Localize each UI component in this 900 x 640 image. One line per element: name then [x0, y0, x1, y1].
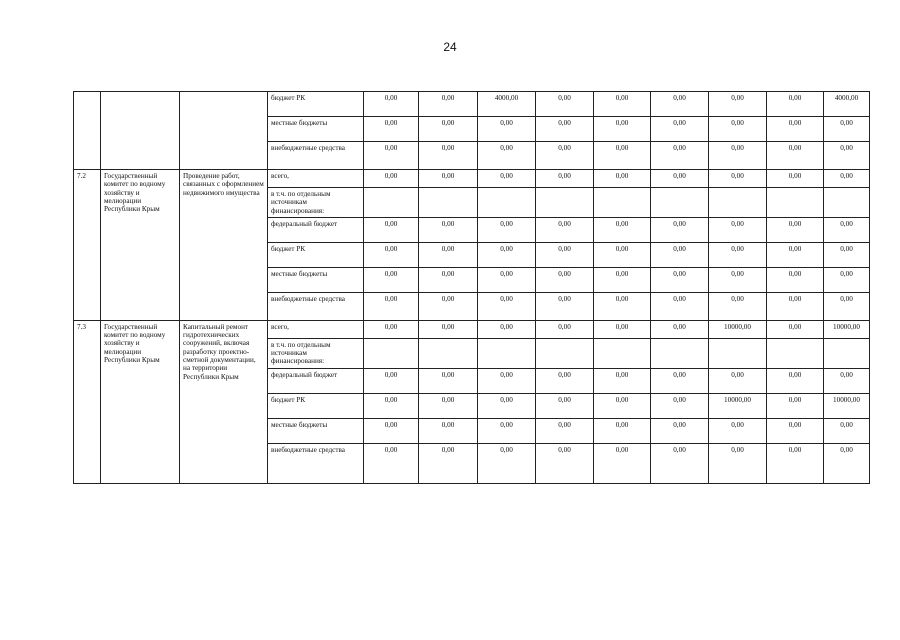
cell-value: 0,00: [594, 242, 651, 267]
cell-value: 0,00: [478, 393, 536, 418]
cell-value: 0,00: [478, 217, 536, 242]
cell-value: 0,00: [478, 170, 536, 188]
cell-value: 0,00: [364, 242, 419, 267]
cell-source: бюджет РК: [268, 92, 364, 117]
cell-value: 0,00: [767, 142, 824, 170]
cell-value: 0,00: [478, 267, 536, 292]
cell-value: 0,00: [824, 368, 870, 393]
cell-value: 0,00: [651, 117, 709, 142]
cell-empty: [478, 188, 536, 218]
cell-source: внебюджетные средства: [268, 142, 364, 170]
cell-empty: [536, 338, 594, 368]
cell-value: 0,00: [824, 117, 870, 142]
cell-value: 0,00: [594, 267, 651, 292]
cell-value: 0,00: [824, 142, 870, 170]
page-number: 24: [443, 40, 457, 54]
cell-source: бюджет РК: [268, 242, 364, 267]
cell-value: 0,00: [419, 170, 478, 188]
cell-value: 0,00: [594, 170, 651, 188]
cell-value: 0,00: [478, 142, 536, 170]
cell-value: 0,00: [709, 170, 767, 188]
cell-empty: [824, 188, 870, 218]
cell-value: 0,00: [594, 320, 651, 338]
cell-value: 0,00: [594, 217, 651, 242]
cell-value: 0,00: [364, 393, 419, 418]
cell-value: 0,00: [767, 267, 824, 292]
cell-value: 0,00: [594, 292, 651, 320]
cell-value: 0,00: [536, 117, 594, 142]
cell-value: 0,00: [419, 92, 478, 117]
cell-value: 0,00: [594, 117, 651, 142]
cell-value: 0,00: [419, 292, 478, 320]
cell-value: 0,00: [536, 92, 594, 117]
cell-value: 0,00: [364, 92, 419, 117]
cell-value: 0,00: [364, 292, 419, 320]
cell-source: в т.ч. по отдельным источникам финансирования:: [268, 338, 364, 368]
cell-event-empty: [180, 92, 268, 170]
cell-value: 0,00: [536, 320, 594, 338]
cell-value: 0,00: [709, 117, 767, 142]
cell-value: 0,00: [594, 393, 651, 418]
cell-value: 0,00: [824, 267, 870, 292]
cell-value: 0,00: [651, 368, 709, 393]
cell-value: 0,00: [824, 217, 870, 242]
cell-value: 0,00: [478, 443, 536, 483]
cell-value: 0,00: [364, 320, 419, 338]
cell-value: 0,00: [478, 368, 536, 393]
cell-source: местные бюджеты: [268, 267, 364, 292]
cell-value: 0,00: [651, 418, 709, 443]
cell-empty: [767, 338, 824, 368]
cell-value: 10000,00: [709, 320, 767, 338]
cell-value: 0,00: [709, 368, 767, 393]
cell-value: 0,00: [709, 418, 767, 443]
cell-value: 0,00: [709, 217, 767, 242]
cell-value: 0,00: [824, 170, 870, 188]
cell-value: 0,00: [651, 142, 709, 170]
cell-value: 0,00: [536, 292, 594, 320]
cell-value: 0,00: [594, 368, 651, 393]
cell-item-number: 7.2: [74, 170, 101, 321]
cell-num-empty: [74, 92, 101, 170]
cell-source: внебюджетные средства: [268, 292, 364, 320]
cell-empty: [478, 338, 536, 368]
cell-value: 0,00: [478, 320, 536, 338]
cell-value: 0,00: [824, 292, 870, 320]
cell-empty: [364, 188, 419, 218]
cell-value: 0,00: [364, 368, 419, 393]
cell-source: всего,: [268, 320, 364, 338]
table-row: [74, 320, 870, 338]
cell-value: 0,00: [419, 217, 478, 242]
cell-value: 0,00: [364, 443, 419, 483]
cell-value: 4000,00: [478, 92, 536, 117]
cell-empty: [594, 338, 651, 368]
cell-empty: [419, 188, 478, 218]
cell-value: 0,00: [419, 368, 478, 393]
cell-value: 0,00: [536, 393, 594, 418]
cell-source: бюджет РК: [268, 393, 364, 418]
cell-value: 10000,00: [709, 393, 767, 418]
cell-value: 0,00: [419, 242, 478, 267]
cell-value: 0,00: [536, 418, 594, 443]
cell-value: 0,00: [709, 292, 767, 320]
cell-value: 0,00: [536, 368, 594, 393]
budget-table: [73, 91, 870, 484]
cell-value: 0,00: [767, 418, 824, 443]
cell-value: 0,00: [594, 142, 651, 170]
cell-value: 0,00: [709, 92, 767, 117]
cell-value: 0,00: [767, 320, 824, 338]
cell-value: 0,00: [767, 117, 824, 142]
cell-value: 0,00: [478, 117, 536, 142]
cell-empty: [651, 188, 709, 218]
cell-value: 0,00: [767, 217, 824, 242]
cell-value: 0,00: [536, 217, 594, 242]
cell-empty: [364, 338, 419, 368]
cell-value: 0,00: [767, 170, 824, 188]
cell-value: 0,00: [536, 267, 594, 292]
cell-executor: Государственный комитет по водному хозяйству и мелиорации Республики Крым: [101, 170, 180, 321]
cell-value: 0,00: [419, 267, 478, 292]
cell-event: Капитальный ремонт гидротехнических сооружений, включая разработку проектно-сметной документации, на территории Республики Крым: [180, 320, 268, 483]
table-row: [74, 92, 870, 117]
cell-value: 0,00: [767, 92, 824, 117]
cell-value: 0,00: [419, 443, 478, 483]
cell-value: 0,00: [651, 267, 709, 292]
cell-value: 0,00: [824, 242, 870, 267]
cell-value: 0,00: [709, 443, 767, 483]
cell-value: 0,00: [419, 320, 478, 338]
cell-empty: [767, 188, 824, 218]
cell-value: 0,00: [419, 117, 478, 142]
cell-empty: [651, 338, 709, 368]
cell-value: 0,00: [709, 142, 767, 170]
cell-source: в т.ч. по отдельным источникам финансирования:: [268, 188, 364, 218]
cell-value: 0,00: [364, 418, 419, 443]
cell-value: 0,00: [536, 443, 594, 483]
cell-value: 0,00: [767, 368, 824, 393]
cell-item-number: 7.3: [74, 320, 101, 483]
cell-value: 0,00: [709, 267, 767, 292]
cell-value: 0,00: [536, 170, 594, 188]
cell-value: 0,00: [651, 443, 709, 483]
cell-value: 0,00: [536, 242, 594, 267]
cell-value: 0,00: [651, 92, 709, 117]
cell-source: федеральный бюджет: [268, 217, 364, 242]
cell-empty: [709, 188, 767, 218]
cell-value: 0,00: [478, 292, 536, 320]
cell-value: 0,00: [824, 443, 870, 483]
cell-value: 0,00: [364, 170, 419, 188]
cell-value: 0,00: [364, 117, 419, 142]
table-row: [74, 170, 870, 188]
cell-value: 0,00: [364, 142, 419, 170]
cell-value: 0,00: [767, 443, 824, 483]
cell-value: 4000,00: [824, 92, 870, 117]
cell-value: 0,00: [767, 393, 824, 418]
cell-value: 0,00: [594, 418, 651, 443]
cell-value: 0,00: [767, 242, 824, 267]
cell-empty: [419, 338, 478, 368]
cell-event: Проведение работ, связанных с оформлением недвижимого имущества: [180, 170, 268, 321]
cell-value: 0,00: [419, 418, 478, 443]
cell-value: 0,00: [651, 320, 709, 338]
cell-value: 0,00: [536, 142, 594, 170]
cell-value: 0,00: [419, 142, 478, 170]
cell-source: всего,: [268, 170, 364, 188]
cell-value: 0,00: [478, 418, 536, 443]
cell-value: 0,00: [709, 242, 767, 267]
cell-source: внебюджетные средства: [268, 443, 364, 483]
cell-value: 0,00: [594, 92, 651, 117]
cell-executor: Государственный комитет по водному хозяйству и мелиорации Республики Крым: [101, 320, 180, 483]
cell-value: 0,00: [651, 217, 709, 242]
cell-empty: [824, 338, 870, 368]
cell-value: 0,00: [419, 393, 478, 418]
cell-empty: [594, 188, 651, 218]
cell-value: 0,00: [651, 393, 709, 418]
cell-value: 10000,00: [824, 320, 870, 338]
cell-value: 0,00: [594, 443, 651, 483]
cell-value: 0,00: [767, 292, 824, 320]
cell-source: местные бюджеты: [268, 418, 364, 443]
cell-value: 0,00: [364, 267, 419, 292]
cell-source: федеральный бюджет: [268, 368, 364, 393]
cell-empty: [709, 338, 767, 368]
cell-value: 0,00: [651, 242, 709, 267]
cell-source: местные бюджеты: [268, 117, 364, 142]
cell-value: 10000,00: [824, 393, 870, 418]
cell-value: 0,00: [478, 242, 536, 267]
cell-value: 0,00: [651, 170, 709, 188]
cell-value: 0,00: [651, 292, 709, 320]
cell-empty: [536, 188, 594, 218]
cell-value: 0,00: [364, 217, 419, 242]
cell-value: 0,00: [824, 418, 870, 443]
cell-executor-empty: [101, 92, 180, 170]
